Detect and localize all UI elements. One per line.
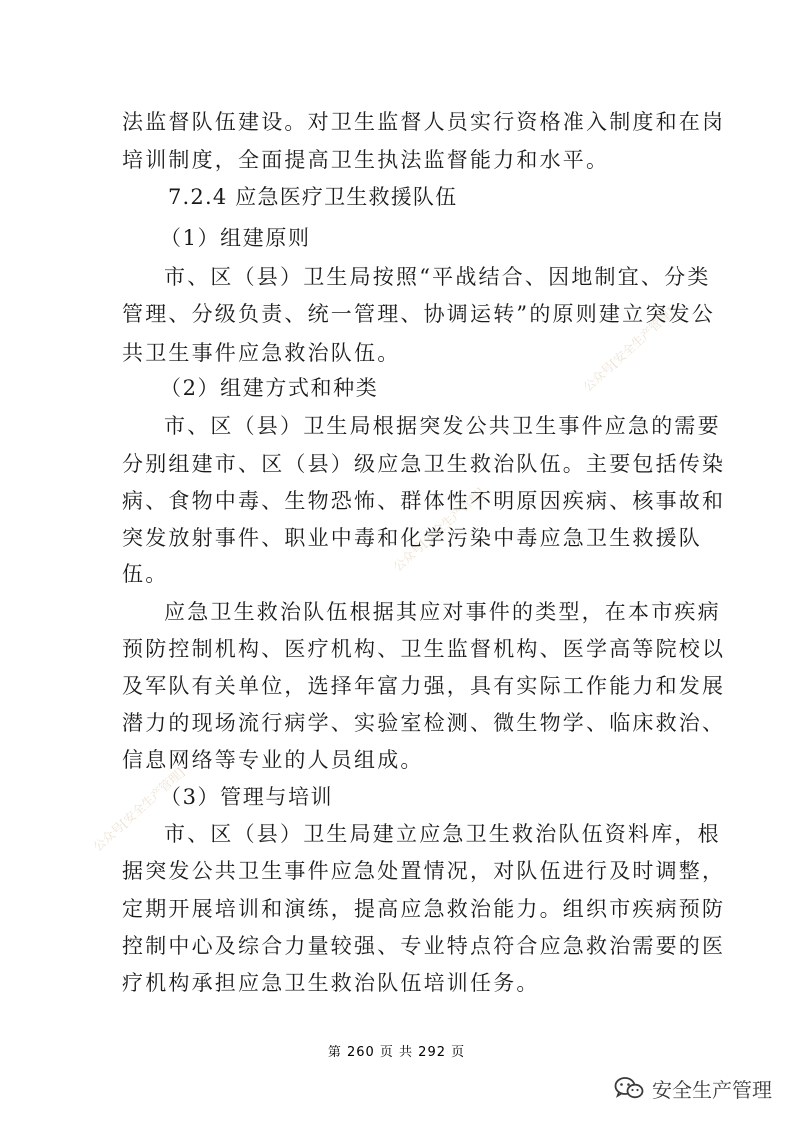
- subsection-heading: （2）组建方式和种类: [160, 376, 379, 400]
- paragraph-line: 定期开展培训和演练，提高应急救治能力。组织市疾病预防: [122, 897, 726, 921]
- section-heading: 7.2.4 应急医疗卫生救援队伍: [168, 185, 458, 209]
- paragraph-line: 管理、分级负责、统一管理、协调运转”的原则建立突发公: [122, 302, 715, 326]
- paragraph-line: 潜力的现场流行病学、实验室检测、微生物学、临床救治、: [122, 711, 726, 735]
- watermark: 公众号[安全生产管理]: [90, 765, 188, 855]
- paragraph-line: 共卫生事件应急救治队伍。: [122, 341, 401, 365]
- wechat-icon: [614, 1076, 644, 1100]
- paragraph-line: 及军队有关单位，选择年富力强，具有实际工作能力和发展: [122, 674, 726, 698]
- watermark: 公众号[安全生产管理]: [390, 485, 488, 575]
- paragraph-line: 控制中心及综合力量较强、专业特点符合应急救治需要的医: [122, 934, 726, 958]
- subsection-heading: （3）管理与培训: [160, 785, 334, 809]
- paragraph-line: 市、区（县）卫生局按照“平战结合、因地制宜、分类: [164, 265, 711, 289]
- subsection-heading: （1）组建原则: [160, 226, 311, 250]
- paragraph-line: 市、区（县）卫生局根据突发公共卫生事件应急的需要: [164, 414, 721, 438]
- brand-signature: [614, 1074, 772, 1102]
- paragraph-line: 据突发公共卫生事件应急处置情况，对队伍进行及时调整，: [122, 859, 726, 883]
- page-number-footer: 第 260 页 共 292 页: [327, 1045, 466, 1060]
- paragraph-line: 突发放射事件、职业中毒和化学污染中毒应急卫生救援队: [122, 526, 702, 550]
- paragraph-line: 应急卫生救治队伍根据其应对事件的类型，在本市疾病: [164, 600, 721, 624]
- brand-name: 安全生产管理: [652, 1077, 772, 1102]
- paragraph-line: 病、食物中毒、生物恐怖、群体性不明原因疾病、核事故和: [122, 489, 726, 513]
- paragraph-line: 伍。: [122, 562, 169, 586]
- paragraph-line: 法监督队伍建设。对卫生监督人员实行资格准入制度和在岗: [122, 110, 726, 134]
- paragraph-line: 预防控制机构、医疗机构、卫生监督机构、医学高等院校以: [122, 637, 726, 661]
- paragraph-line: 疗机构承担应急卫生救治队伍培训任务。: [122, 971, 540, 995]
- paragraph-line: 信息网络等专业的人员组成。: [122, 748, 424, 772]
- watermark: 公众号[安全生产管理]: [580, 305, 678, 395]
- paragraph-line: 市、区（县）卫生局建立应急卫生救治队伍资料库，根: [164, 822, 721, 846]
- paragraph-line: 分别组建市、区（县）级应急卫生救治队伍。主要包括传染: [122, 452, 726, 476]
- paragraph-line: 培训制度，全面提高卫生执法监督能力和水平。: [122, 148, 610, 172]
